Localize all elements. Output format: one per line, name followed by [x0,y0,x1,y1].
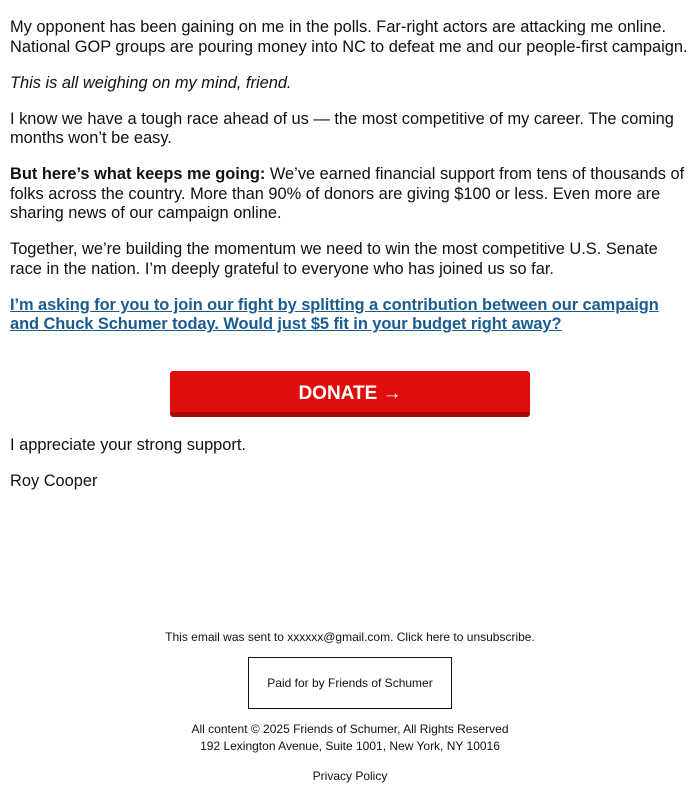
bold-lead-in: But here’s what keeps me going: [10,165,266,184]
privacy-policy-link[interactable]: Privacy Policy [312,769,388,783]
body-paragraph [10,165,692,224]
closing-line: I appreciate your strong support. [10,436,246,454]
email-closing [10,436,692,508]
body-paragraph: I know we have a tough race ahead of us — the most competitive of my career. The coming months won’t be easy. [10,109,674,148]
italic-paragraph: This is all weighing on my mind, friend. [10,73,292,92]
paragraph-text: We’ve earned financial support from tens of thousands of folks across the country. More than 90% of donors are giving $100 or less. Even more are sharing news of our campaign online. [10,165,685,223]
donate-button-container [170,371,530,417]
unsubscribe-link[interactable]: Click here to unsubscribe. [396,630,535,644]
signature: Roy Cooper [10,472,98,491]
email-content [10,18,692,335]
copyright-notice: All content © 2025 Friends of Schumer, All Rights Reserved [191,722,509,736]
email-footer [0,629,700,784]
mailing-address: 192 Lexington Avenue, Suite 1001, New York, NY 10016 [200,739,500,753]
body-paragraph: My opponent has been gaining on me in the polls. Far-right actors are attacking me online. National GOP groups are pouring money into NC to defeat me and our people-first campaign. [10,18,688,56]
donate-button[interactable]: DONATE → [170,371,530,417]
footer-sent-notice [0,629,700,645]
paid-for-disclaimer: Paid for by Friends of Schumer [248,657,452,709]
sent-to-text: This email was sent to xxxxxx@gmail.com. [165,630,397,644]
donation-ask-link[interactable]: I’m asking for you to join our fight by splitting a contribution between our campaign and Chuck Schumer today. Would just $5 fit in your budget right away? [10,295,659,334]
body-paragraph: Together, we’re building the momentum we need to win the most competitive U.S. Senate race in the nation. I’m deeply grateful to everyone who has joined us so far. [10,240,658,278]
